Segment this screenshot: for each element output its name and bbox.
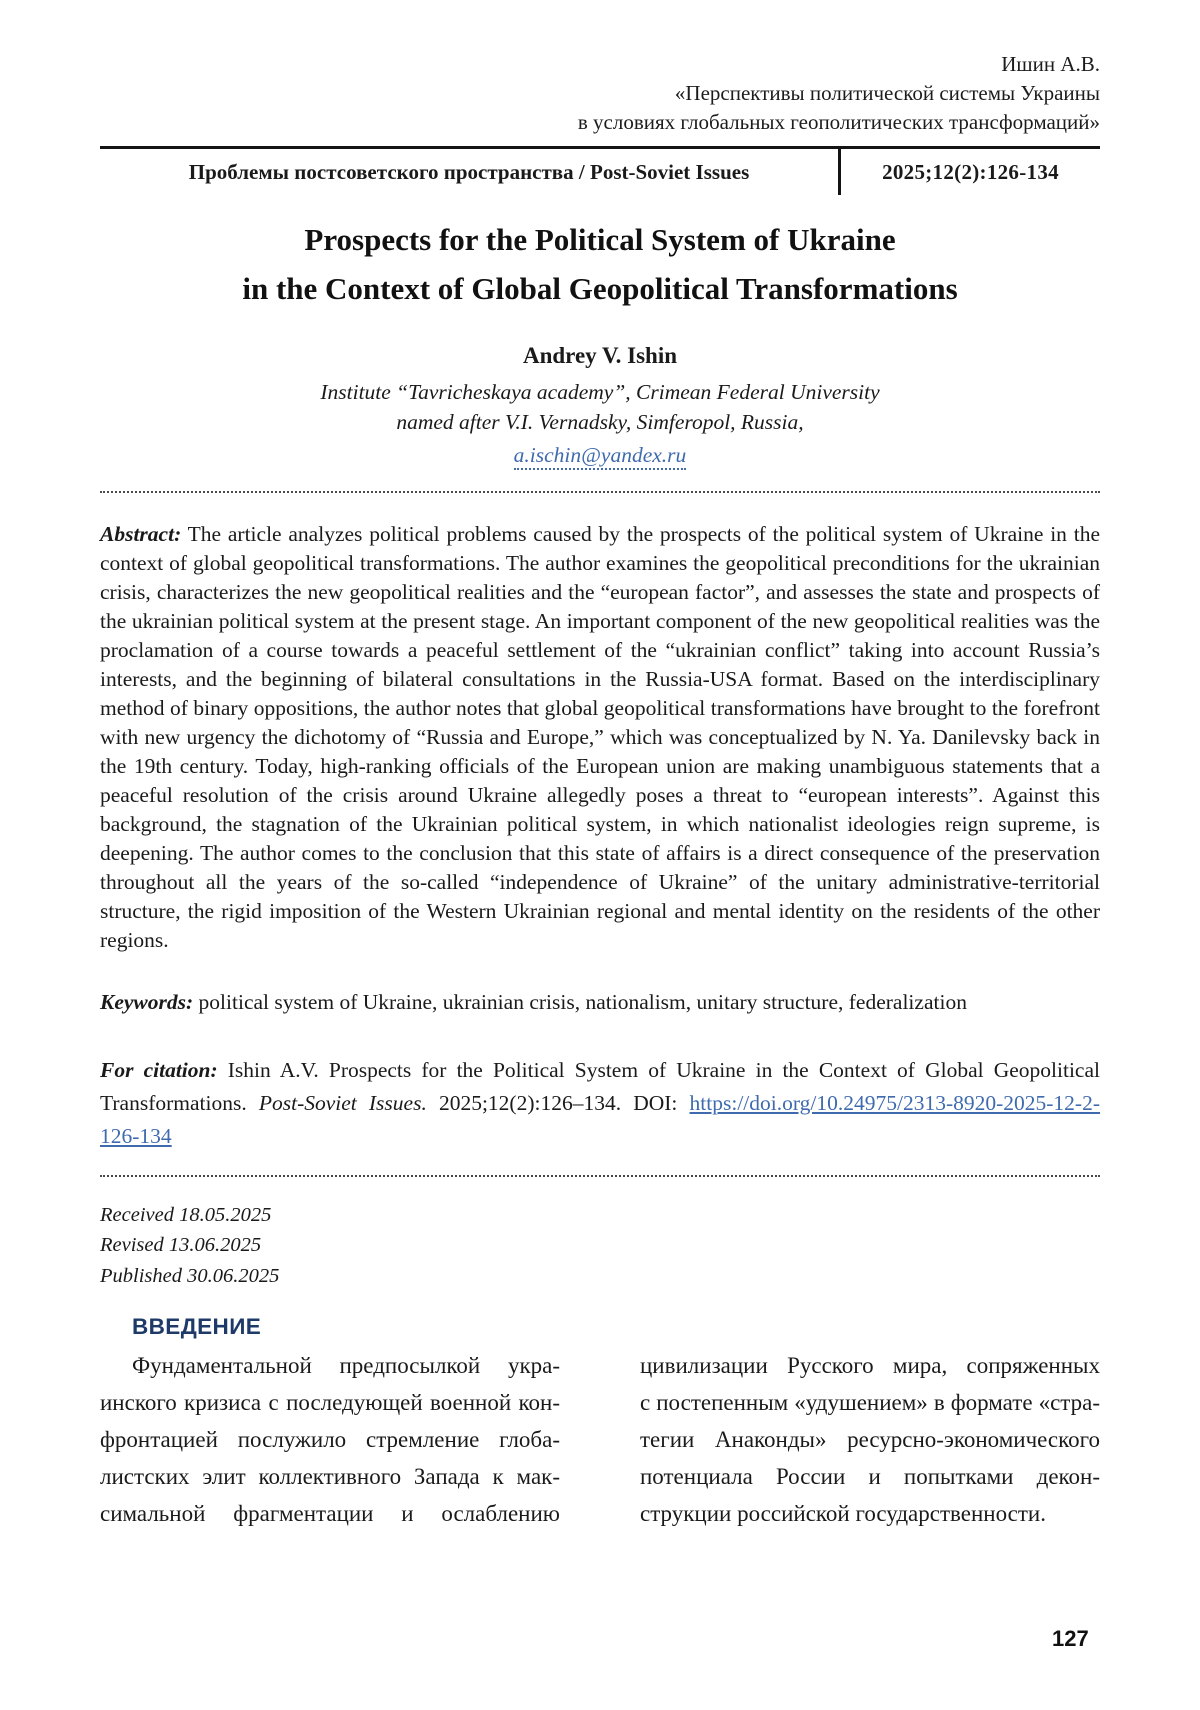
dotted-divider-top — [100, 491, 1100, 493]
author-name: Andrey V. Ishin — [522, 343, 678, 368]
page-number: 127 — [1052, 1626, 1089, 1651]
journal-name: Проблемы постсоветского пространства / Post-Soviet Issues — [188, 159, 750, 184]
left-column — [100, 1347, 560, 1532]
two-column-body — [100, 1347, 1100, 1532]
citation-paragraph — [100, 1054, 1100, 1153]
right-column — [640, 1347, 1100, 1532]
abstract-text: The article analyzes political problems caused by the prospects of the political system of Ukraine in the context of global geopolitical transformations. The author examines the geopolitical preconditions for the ukrainian crisis, characterizes the new geopolitical realities and the “european factor”, and assesses the state and prospects of the ukrainian political system at the present stage. An important component of the new geopolitical realities was the proclamation of a course towards a peaceful settlement of the “ukrainian conflict” taking into account Russia’s interests, and the beginning of bilateral consultations in the Russia-USA format. Based on the interdisciplinary method of binary oppositions, the author notes that global geopolitical transformations have brought to the forefront with new urgency the dichotomy of “Russia and Europe,” which was conceptualized by N. Ya. Danilevsky back in the 19th century. Today, high-ranking officials of the European union are making unambiguous statements that a peaceful resolution of the crisis around Ukraine allegedly poses a threat to “european interests”. Against this background, the stagnation of the Ukrainian political system, in which nationalist ideologies reign supreme, is deepening. The author comes to the conclusion that this state of affairs is a direct consequence of the preservation throughout all the years of the so-called “independence of Ukraine” of the unitary administrative-territorial structure, the rigid imposition of the Western Ukrainian regional and mental identity on the residents of the other regions. — [100, 522, 1100, 952]
affiliation-line2: named after V.I. Vernadsky, Simferopol, Russia, — [396, 410, 804, 434]
keywords-paragraph — [100, 988, 1100, 1017]
citation-journal-name: Post-Soviet Issues. — [258, 1091, 427, 1115]
article-dates — [100, 1200, 1100, 1292]
body-text-line: фронтацией послужило стремление глоба- — [100, 1427, 560, 1452]
running-head-author: Ишин А.В. — [1001, 52, 1100, 76]
date-revised: Revised 13.06.2025 — [100, 1234, 262, 1256]
email-row — [100, 442, 1100, 468]
body-text-line: с постепенным «удушением» в формате «стра- — [640, 1390, 1100, 1415]
abstract-label: Abstract: — [100, 522, 182, 546]
journal-header-bar — [100, 146, 1100, 195]
running-head-title-line1: «Перспективы политической системы Украины — [674, 81, 1100, 105]
email-link[interactable]: a.ischin@yandex.ru — [514, 443, 687, 470]
body-text-line: цивилизации Русского мира, сопряженных — [640, 1353, 1100, 1378]
running-head — [100, 0, 1100, 137]
author-affiliation — [100, 377, 1100, 437]
body-text-line: струкции российской государственности. — [640, 1501, 1046, 1526]
body-text-line: Фундаментальной предпосылкой укра- — [132, 1353, 560, 1378]
abstract-paragraph — [100, 520, 1100, 955]
body-text-line: тегии Анаконды» ресурсно-экономического — [640, 1427, 1100, 1452]
section-heading-introduction: ВВЕДЕНИЕ — [132, 1314, 262, 1339]
keywords-label: Keywords: — [100, 990, 194, 1014]
affiliation-line1: Institute “Tavricheskaya academy”, Crimean Federal University — [320, 380, 880, 404]
body-text-line: листских элит коллективного Запада к мак- — [100, 1464, 560, 1489]
citation-label: For citation: — [100, 1058, 218, 1082]
body-text-line: инского кризиса с последующей военной кон- — [100, 1390, 560, 1415]
body-text-line: симальной фрагментации и ослаблению — [100, 1501, 560, 1526]
body-text-line: потенциала России и попытками декон- — [640, 1464, 1100, 1489]
dotted-divider-bottom — [100, 1175, 1100, 1177]
citation-text-start: Ishin A.V. Prospects for the Political System of Ukraine in the Context of Global Geopolitical Transformations. — [100, 1058, 1100, 1115]
running-head-title-line2: в условиях глобальных геополитических трансформаций» — [577, 110, 1100, 134]
article-title — [100, 215, 1100, 313]
doi-link[interactable]: https://doi.org/10.24975/2313-8920-2025-12-2-126-134 — [100, 1091, 1101, 1148]
date-published: Published 30.06.2025 — [100, 1264, 280, 1287]
issue-info: 2025;12(2):126-134 — [882, 159, 1059, 184]
article-title-line1: Prospects for the Political System of Ukraine — [304, 222, 896, 257]
keywords-text: political system of Ukraine, ukrainian crisis, nationalism, unitary structure, federalization — [198, 990, 967, 1014]
article-title-line2: in the Context of Global Geopolitical Transformations — [242, 271, 958, 306]
citation-text-mid: 2025;12(2):126–134. DOI: — [438, 1091, 678, 1115]
date-received: Received 18.05.2025 — [100, 1203, 272, 1226]
